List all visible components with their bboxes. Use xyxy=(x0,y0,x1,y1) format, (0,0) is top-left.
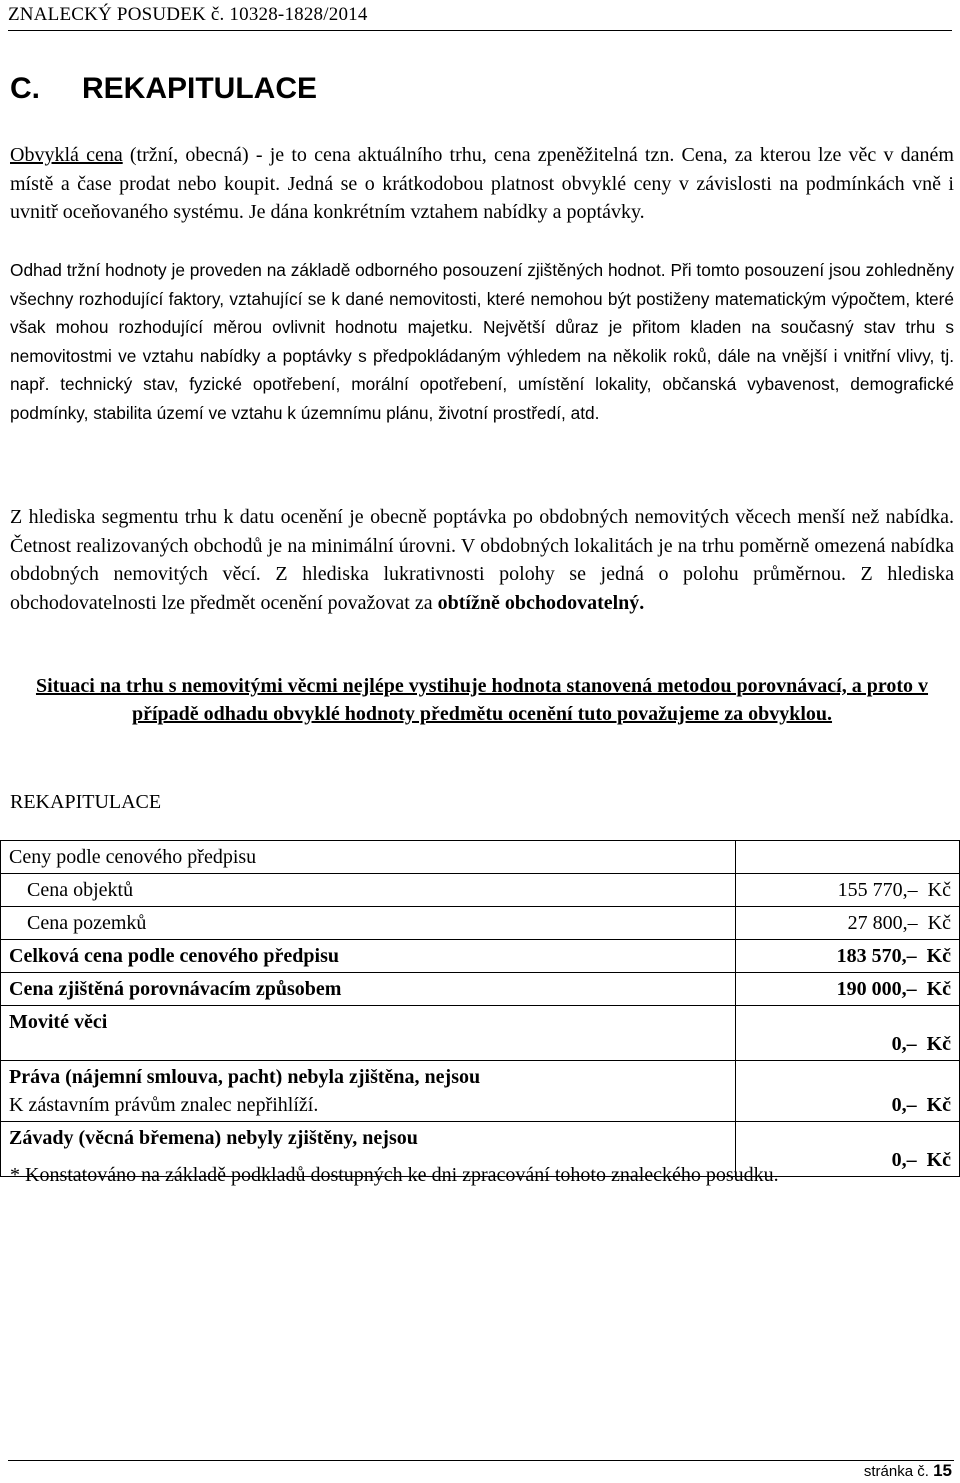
row-label xyxy=(1,940,736,973)
footer-divider xyxy=(8,1460,954,1461)
paragraph-segment-trhu-text: Z hlediska segmentu trhu k datu ocenění je obecně poptávka po obdobných nemovitých věcech menší než nabídka. Četnost realizovaných obchodů je na minimální úrovni. V obdobných lokalitách je na trhu poměrně omezená nabídka obdobných nemovitých věcí. Z hlediska lukrativnosti polohy se jedná o polohu průměrnou. Z hlediska obchodovatelnosti lze předmět ocenění považovat za xyxy=(10,506,954,614)
row-label-text: Ceny podle cenového předpisu xyxy=(9,846,257,868)
section-title xyxy=(10,70,317,108)
table-row xyxy=(1,940,960,973)
row-label xyxy=(1,1006,736,1061)
table-row xyxy=(1,1006,960,1061)
row-value: 0,– Kč xyxy=(736,1122,960,1177)
row-label xyxy=(1,907,736,940)
market-statement: Situaci na trhu s nemovitými věcmi nejlépe vystihuje hodnota stanovená metodou porovnávací, a proto v případě odhadu obvyklé hodnoty předmětu ocenění tuto považujeme za obvyklou. xyxy=(35,675,929,725)
header-title: ZNALECKÝ POSUDEK č. 10328-1828/2014 xyxy=(8,4,368,25)
row-value xyxy=(736,841,960,874)
row-value: 183 570,– Kč xyxy=(736,940,960,973)
row-label-text: Práva (nájemní smlouva, pacht) nebyla zjištěna, nejsou xyxy=(9,1066,481,1088)
paragraph-segment-trhu xyxy=(10,503,954,617)
paragraph-obvykla-cena xyxy=(10,141,954,227)
row-label xyxy=(1,841,736,874)
table-row xyxy=(1,841,960,874)
section-number: C. xyxy=(10,72,40,105)
row-label-text: Celková cena podle cenového předpisu xyxy=(9,945,340,967)
row-label-text: Movité věci xyxy=(9,1011,108,1033)
recap-heading: REKAPITULACE xyxy=(10,791,162,813)
page-footer xyxy=(864,1461,952,1482)
paragraph-odhad: Odhad tržní hodnoty je proveden na základě odborného posouzení zjištěných hodnot. Při tomto posouzení jsou zohledněny všechny rozhodující faktory, vztahující se k dané nemovitosti, které nemohou být postiženy matematickým výpočtem, které však mohou rozhodující měrou ovlivnit hodnotu majetku. Největší důraz je přitom kladen na současný stav trhu s nemovitostmi ve vztahu nabídky a poptávky s předpokládaným výhledem na několik roků, dále na vnější i vnitřní vlivy, tj. např. technický stav, fyzické opotřebení, morální opotřebení, umístění lokality, občanská vybavenost, demografické podmínky, stabilita území ve vztahu k územnímu plánu, životní prostředí, atd. xyxy=(10,260,954,423)
term-obvykla-cena: Obvyklá cena xyxy=(10,144,123,166)
recap-footnote: * Konstatováno na základě podkladů dostupných ke dni zpracování tohoto znaleckého posudku. xyxy=(10,1164,779,1186)
row-value: 0,– Kč xyxy=(736,1006,960,1061)
page-number: 15 xyxy=(933,1461,952,1480)
paragraph-segment-trhu-conclusion: obtížně obchodovatelný. xyxy=(437,591,645,614)
row-value: 190 000,– Kč xyxy=(736,973,960,1006)
row-value: 0,– Kč xyxy=(736,1061,960,1122)
section-title-text: REKAPITULACE xyxy=(82,72,318,105)
paragraph-obvykla-cena-text: (tržní, obecná) - je to cena aktuálního trhu, cena zpeněžitelná tzn. Cena, za kterou lze věc v daném místě a čase prodat nebo koupit. Jedná se o krátkodobou platnost obvyklé ceny v závislosti na podmínkách vně i uvnitř oceňovaného systému. Je dána konkrétním vztahem nabídky a poptávky. xyxy=(10,144,954,223)
row-value: 155 770,– Kč xyxy=(736,874,960,907)
row-label-text: Cena zjištěná porovnávacím způsobem xyxy=(9,978,342,1000)
table-row xyxy=(1,973,960,1006)
row-label xyxy=(1,874,736,907)
table-row xyxy=(1,1061,960,1122)
row-label-text: Závady (věcná břemena) nebyly zjištěny, nejsou xyxy=(9,1127,418,1149)
header-divider xyxy=(8,30,952,31)
row-label xyxy=(1,1061,736,1122)
table-row xyxy=(1,907,960,940)
row-label-text: Cena objektů xyxy=(27,879,134,901)
row-label xyxy=(1,973,736,1006)
document-header xyxy=(8,2,952,28)
table-row xyxy=(1,874,960,907)
recap-table xyxy=(0,840,960,1177)
row-label-text: Cena pozemků xyxy=(27,912,147,934)
page-label: stránka č. xyxy=(863,1463,929,1480)
row-label-subtext: K zástavním právům znalec nepřihlíží. xyxy=(9,1094,319,1116)
row-value: 27 800,– Kč xyxy=(736,907,960,940)
